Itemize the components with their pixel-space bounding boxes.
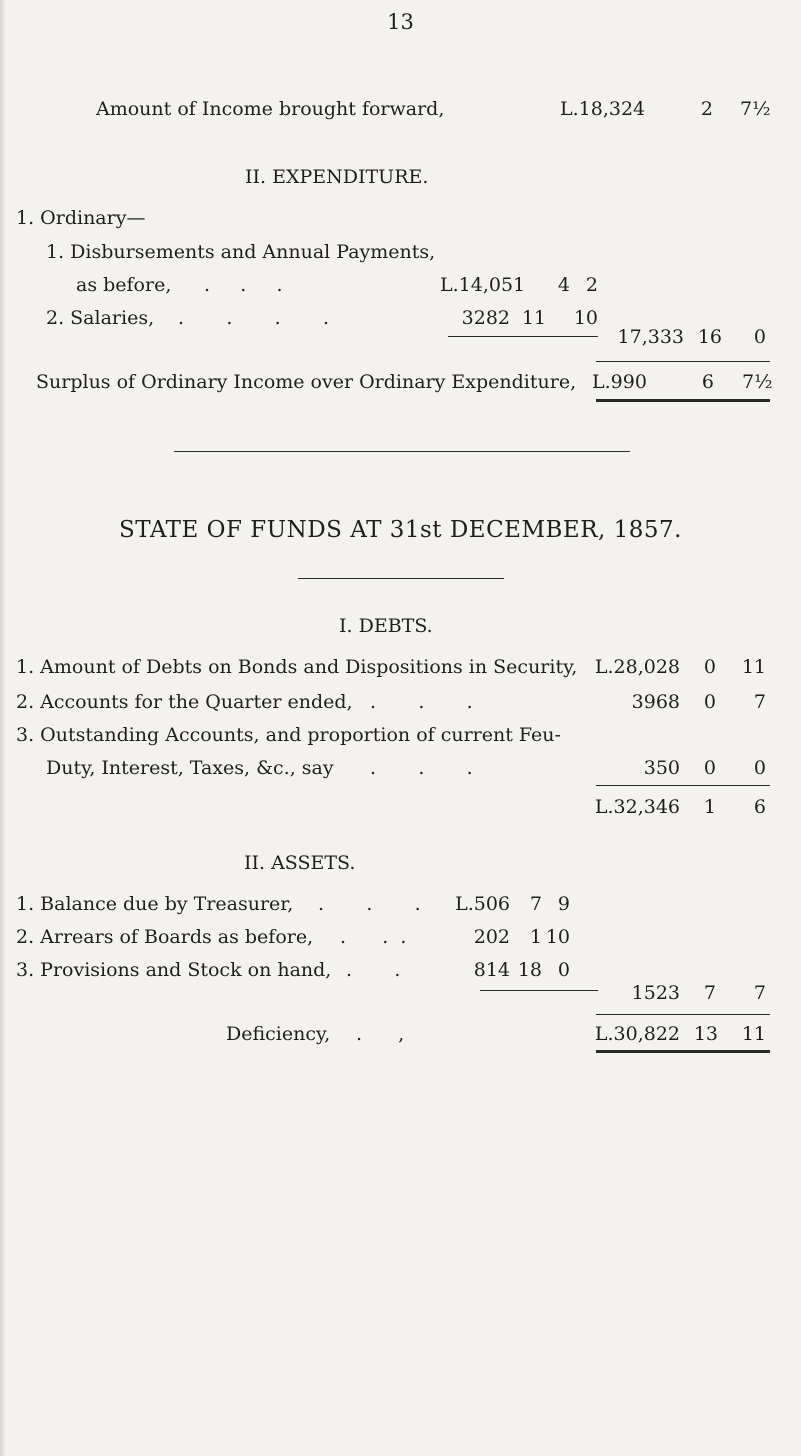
double-rule xyxy=(596,1050,770,1053)
debts-item3-amount: 350 xyxy=(643,757,680,779)
debts-item3-pence: 0 xyxy=(753,757,766,779)
state-of-funds-title: STATE OF FUNDS AT 31st DECEMBER, 1857. xyxy=(118,517,682,543)
deficiency-amount: L.30,822 xyxy=(594,1023,680,1045)
debts-item2-pence: 7 xyxy=(753,691,766,713)
debts-item3-label-cont: Duty, Interest, Taxes, &c., say xyxy=(46,757,334,779)
assets-subtotal-rule xyxy=(480,990,598,991)
surplus-shillings: 6 xyxy=(701,371,714,393)
debts-total-pence: 6 xyxy=(753,796,766,818)
disbursements-shillings: 4 xyxy=(557,274,570,296)
salaries-shillings: 11 xyxy=(521,307,546,329)
assets-total-pence: 7 xyxy=(753,982,766,1004)
salaries-pence: 10 xyxy=(573,307,598,329)
brought-forward-shillings: 2 xyxy=(700,98,713,120)
expenditure-heading: II. EXPENDITURE. xyxy=(245,166,429,188)
assets-total-rule xyxy=(596,1014,770,1015)
page-edge-shadow xyxy=(0,0,6,1456)
title-rule xyxy=(298,578,504,579)
assets-total-amount: 1523 xyxy=(631,982,680,1004)
assets-item3-pence: 0 xyxy=(557,959,570,981)
expenditure-total-amount: 17,333 xyxy=(617,326,684,348)
assets-item3-amount: 814 xyxy=(473,959,510,981)
debts-item1-amount: L.28,028 xyxy=(594,656,680,678)
debts-item2-amount: 3968 xyxy=(631,691,680,713)
salaries-amount: 3282 xyxy=(461,307,510,329)
debts-heading: I. DEBTS. xyxy=(339,615,433,637)
brought-forward-label: Amount of Income brought forward, xyxy=(96,98,445,120)
leader-dots: . . . xyxy=(370,757,473,779)
brought-forward-amount: L.18,324 xyxy=(560,98,646,120)
leader-dots: . , xyxy=(356,1023,405,1045)
surplus-label: Surplus of Ordinary Income over Ordinary Expenditure, xyxy=(36,371,577,393)
assets-item1-pence: 9 xyxy=(557,893,570,915)
subtotal-rule xyxy=(448,336,598,337)
leader-dots: . . . xyxy=(340,926,407,948)
leader-dots: . . . xyxy=(370,691,473,713)
brought-forward-pence: 7½ xyxy=(740,98,771,120)
debts-item3-label: 3. Outstanding Accounts, and proportion of current Feu- xyxy=(16,724,561,746)
assets-heading: II. ASSETS. xyxy=(244,852,356,874)
debts-item1-pence: 11 xyxy=(741,656,766,678)
expenditure-total-shillings: 16 xyxy=(697,326,722,348)
assets-item2-shillings: 1 xyxy=(529,926,542,948)
total-rule xyxy=(596,361,770,362)
assets-total-shillings: 7 xyxy=(703,982,716,1004)
leader-dots: . . . xyxy=(318,893,421,915)
expenditure-total-pence: 0 xyxy=(753,326,766,348)
debts-item2-label: 2. Accounts for the Quarter ended, xyxy=(16,691,353,713)
ordinary-label: 1. Ordinary— xyxy=(16,207,146,229)
section-separator xyxy=(174,451,630,452)
debts-total-shillings: 1 xyxy=(703,796,716,818)
double-rule xyxy=(596,399,770,402)
deficiency-label: Deficiency, xyxy=(226,1023,331,1045)
debts-item3-shillings: 0 xyxy=(703,757,716,779)
debts-item1-label: 1. Amount of Debts on Bonds and Dispositions in Security, xyxy=(16,656,578,678)
surplus-amount: L.990 xyxy=(592,371,647,393)
salaries-label: 2. Salaries, xyxy=(46,307,155,329)
disbursements-pence: 2 xyxy=(585,274,598,296)
debts-item1-shillings: 0 xyxy=(703,656,716,678)
assets-item1-label: 1. Balance due by Treasurer, xyxy=(16,893,294,915)
debts-item2-shillings: 0 xyxy=(703,691,716,713)
assets-item1-amount: L.506 xyxy=(455,893,510,915)
assets-item1-shillings: 7 xyxy=(529,893,542,915)
page-number: 13 xyxy=(387,10,414,34)
assets-item3-label: 3. Provisions and Stock on hand, xyxy=(16,959,332,981)
deficiency-pence: 11 xyxy=(741,1023,766,1045)
leader-dots: . . xyxy=(346,959,401,981)
disbursements-amount: L.14,051 xyxy=(440,274,526,296)
assets-item2-pence: 10 xyxy=(545,926,570,948)
leader-dots: . . . . xyxy=(178,307,329,329)
disbursements-label: 1. Disbursements and Annual Payments, xyxy=(46,241,436,263)
surplus-pence: 7½ xyxy=(742,371,773,393)
assets-item2-label: 2. Arrears of Boards as before, xyxy=(16,926,314,948)
assets-item2-amount: 202 xyxy=(473,926,510,948)
deficiency-shillings: 13 xyxy=(693,1023,718,1045)
leader-dots: . . . xyxy=(204,274,283,296)
assets-item3-shillings: 18 xyxy=(517,959,542,981)
disbursements-label-cont: as before, xyxy=(76,274,172,296)
debts-total-rule xyxy=(596,785,770,786)
debts-total-amount: L.32,346 xyxy=(594,796,680,818)
